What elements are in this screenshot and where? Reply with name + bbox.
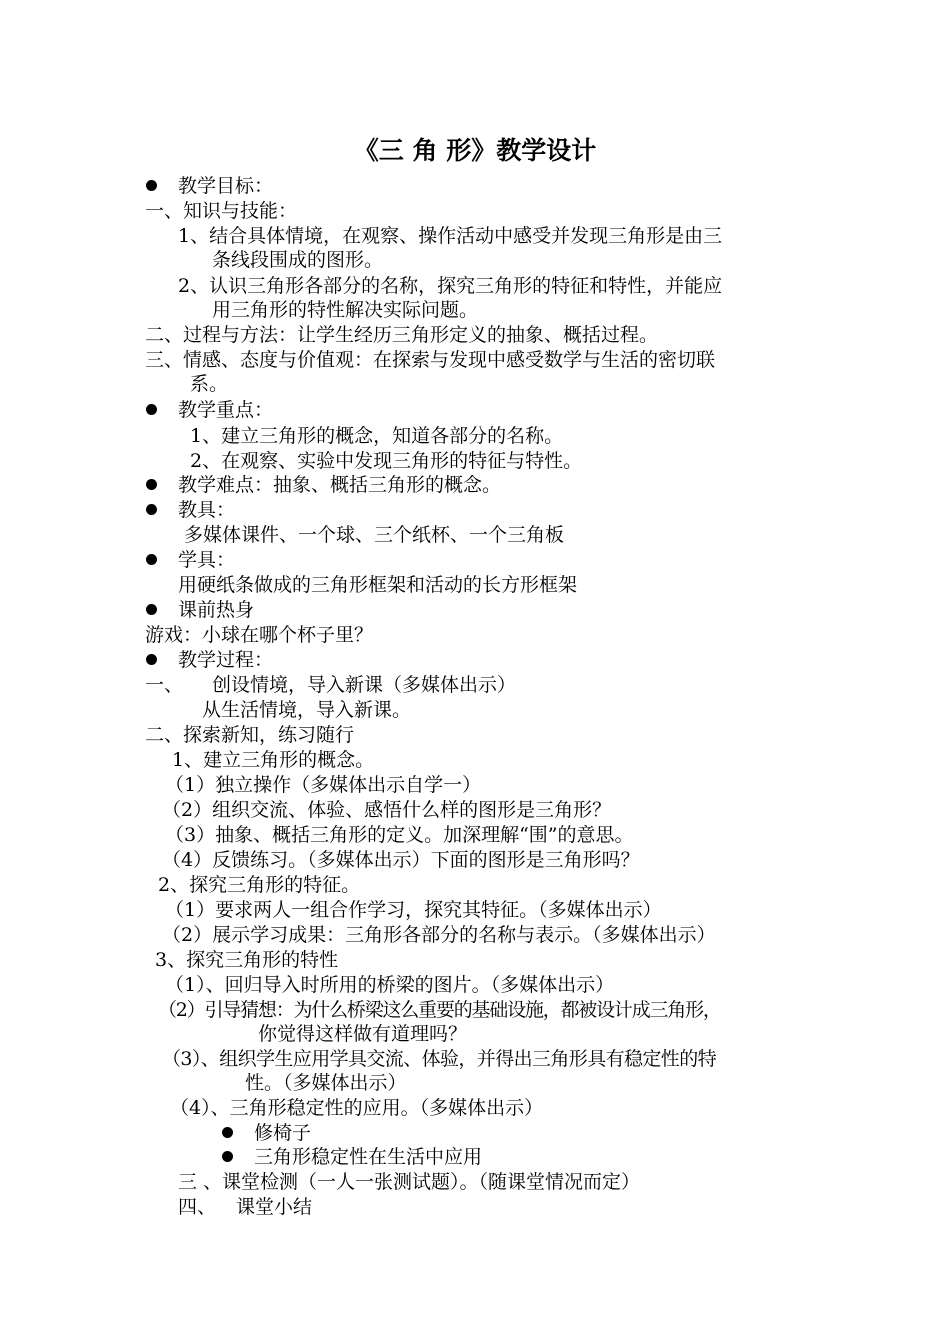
- part-3-item-1: （1）、回归导入时所用的桥梁的图片。（多媒体出示）: [165, 974, 615, 996]
- bullet-icon: [146, 180, 157, 191]
- knowledge-item-2-line-1: 2、认识三角形各部分的名称，探究三角形的特征和特性，并能应: [178, 275, 723, 297]
- step-2-title: 二、探索新知，练习随行: [145, 724, 355, 746]
- knowledge-item-2-line-2: 用三角形的特性解决实际问题。: [212, 299, 479, 321]
- step-1-title: 创设情境，导入新课（多媒体出示）: [212, 674, 517, 696]
- application-1: 修椅子: [254, 1122, 312, 1144]
- part-2-title: 2、探究三角形的特征。: [158, 874, 361, 896]
- part-3-item-3-line-1: （3）、组织学生应用学具交流、体验，并得出三角形具有稳定性的特: [162, 1048, 716, 1070]
- step-1-detail: 从生活情境，导入新课。: [202, 699, 412, 721]
- bullet-icon: [146, 404, 157, 415]
- emotion-line-1: 三、情感、态度与价值观：在探索与发现中感受数学与生活的密切联: [145, 349, 716, 371]
- step-4-title: 课堂小结: [236, 1196, 313, 1218]
- bullet-icon: [146, 504, 157, 515]
- warmup-heading: 课前热身: [178, 599, 255, 621]
- part-3-item-2-line-1: （2）引导猜想：为什么桥梁这么重要的基础设施，都被设计成三角形，: [158, 999, 721, 1021]
- part-1-item-1: （1）独立操作（多媒体出示自学一）: [165, 774, 482, 796]
- knowledge-item-1-line-1: 1、结合具体情境，在观察、操作活动中感受并发现三角形是由三: [178, 225, 723, 247]
- bullet-icon: [222, 1151, 233, 1162]
- process-heading: 教学过程：: [178, 649, 274, 671]
- part-3-title: 3、探究三角形的特性: [155, 949, 339, 971]
- part-3-item-4: （4）、三角形稳定性的应用。（多媒体出示）: [170, 1097, 544, 1119]
- step-1-number: 一、: [145, 674, 184, 696]
- knowledge-heading: 一、知识与技能：: [145, 200, 298, 222]
- learning-aids: 用硬纸条做成的三角形框架和活动的长方形框架: [178, 574, 578, 596]
- part-1-item-2: （2）组织交流、体验、感悟什么样的图形是三角形？: [162, 799, 612, 821]
- teaching-aids-heading: 教具：: [178, 499, 236, 521]
- part-2-item-1: （1）要求两人一组合作学习，探究其特征。（多媒体出示）: [165, 899, 662, 921]
- bullet-icon: [222, 1127, 233, 1138]
- process-method: 二、过程与方法：让学生经历三角形定义的抽象、概括过程。: [145, 324, 659, 346]
- knowledge-item-1-line-2: 条线段围成的图形。: [212, 249, 384, 271]
- step-4-number: 四、: [178, 1196, 217, 1218]
- learning-aids-heading: 学具：: [178, 549, 236, 571]
- part-1-title: 1、建立三角形的概念。: [172, 749, 375, 771]
- part-3-item-3-line-2: 性。（多媒体出示）: [245, 1072, 407, 1094]
- goals-heading: 教学目标：: [178, 175, 274, 197]
- bullet-icon: [146, 654, 157, 665]
- key-point-1: 1、建立三角形的概念，知道各部分的名称。: [190, 425, 564, 447]
- document-title: 《三 角 形》教学设计: [353, 136, 597, 165]
- bullet-icon: [146, 554, 157, 565]
- part-3-item-2-line-2: 你觉得这样做有道理吗？: [258, 1023, 468, 1045]
- difficulty: 教学难点：抽象、概括三角形的概念。: [178, 474, 502, 496]
- emotion-line-2: 系。: [190, 373, 229, 395]
- part-2-item-2: （2）展示学习成果：三角形各部分的名称与表示。（多媒体出示）: [162, 924, 716, 946]
- application-2: 三角形稳定性在生活中应用: [254, 1146, 483, 1168]
- key-points-heading: 教学重点：: [178, 399, 274, 421]
- teaching-aids: 多媒体课件、一个球、三个纸杯、一个三角板: [184, 524, 565, 546]
- bullet-icon: [146, 479, 157, 490]
- step-3-title: 三 、课堂检测（一人一张测试题）。（随课堂情况而定）: [178, 1171, 641, 1193]
- key-point-2: 2、在观察、实验中发现三角形的特征与特性。: [190, 450, 583, 472]
- part-1-item-3: （3）抽象、概括三角形的定义。加深理解“围”的意思。: [165, 824, 634, 846]
- warmup-game: 游戏：小球在哪个杯子里？: [145, 624, 374, 646]
- part-1-item-4: （4）反馈练习。（多媒体出示）下面的图形是三角形吗？: [162, 849, 640, 871]
- bullet-icon: [146, 604, 157, 615]
